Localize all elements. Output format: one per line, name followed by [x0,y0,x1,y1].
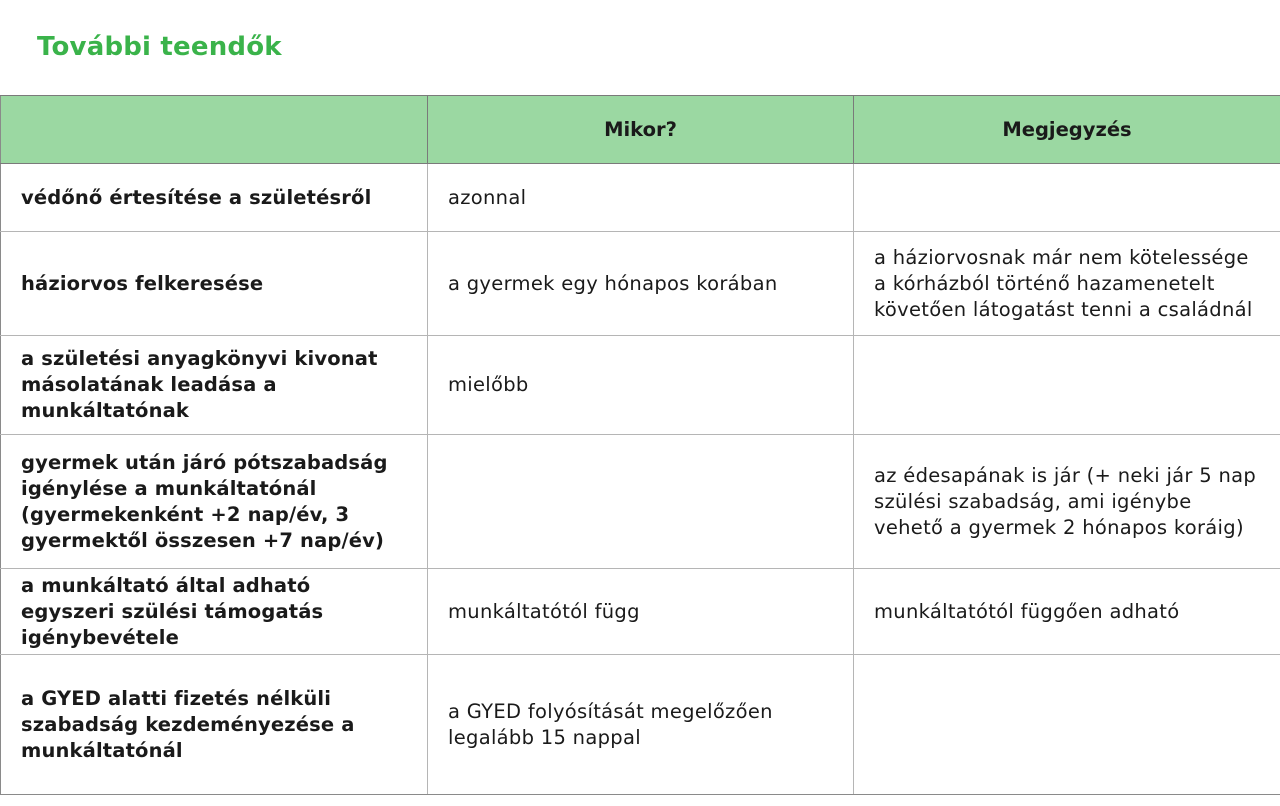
header-note: Megjegyzés [854,96,1280,164]
note-cell: a háziorvosnak már nem kötelessége a kórházból történő hazamenetelt követően látogatást tenni a családnál [854,232,1280,336]
table-row [1,435,1280,569]
when-cell: a GYED folyósítását megelőzően legalább 15 nappal [428,655,854,795]
header-when: Mikor? [428,96,854,164]
table-row [1,655,1280,795]
task-cell: a munkáltató által adható egyszeri szülési támogatás igénybevétele [1,569,428,655]
task-cell: védőnő értesítése a születésről [1,164,428,232]
task-cell: a születési anyagkönyvi kivonat másolatának leadása a munkáltatónak [1,336,428,435]
note-cell [854,655,1280,795]
when-cell: mielőbb [428,336,854,435]
table-row [1,336,1280,435]
task-cell: a GYED alatti fizetés nélküli szabadság kezdeményezése a munkáltatónál [1,655,428,795]
note-cell: az édesapának is jár (+ neki jár 5 nap szülési szabadság, ami igénybe vehető a gyermek 2 hónapos koráig) [854,435,1280,569]
task-cell: gyermek után járó pótszabadság igénylése a munkáltatónál (gyermekenként +2 nap/év, 3 gyermektől összesen +7 nap/év) [1,435,428,569]
header-task [1,96,428,164]
task-cell: háziorvos felkeresése [1,232,428,336]
when-cell: azonnal [428,164,854,232]
table-row [1,232,1280,336]
todo-table [0,95,1280,795]
note-cell [854,164,1280,232]
when-cell: a gyermek egy hónapos korában [428,232,854,336]
when-cell: munkáltatótól függ [428,569,854,655]
note-cell: munkáltatótól függően adható [854,569,1280,655]
table-row [1,569,1280,655]
table-header-row [1,96,1280,164]
when-cell [428,435,854,569]
note-cell [854,336,1280,435]
table-row [1,164,1280,232]
page-title: További teendők [37,32,282,62]
